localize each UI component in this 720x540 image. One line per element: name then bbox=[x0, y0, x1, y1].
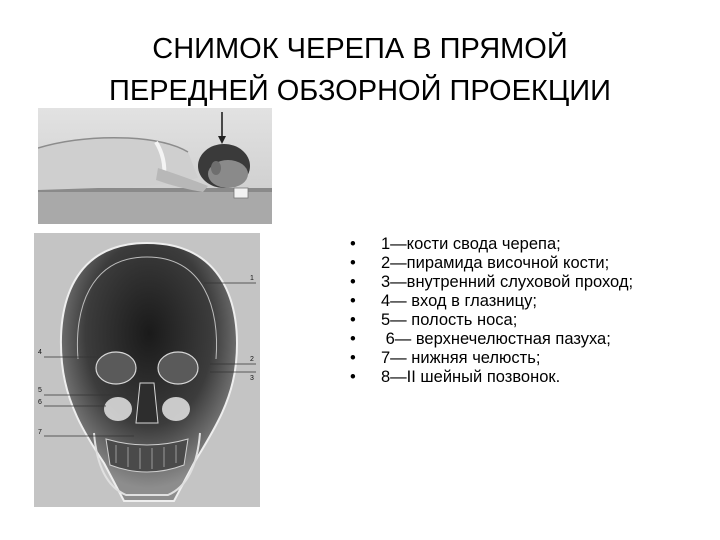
skull-xray-illustration bbox=[34, 233, 260, 507]
list-item: • 6— верхнечелюстная пазуха; bbox=[350, 330, 690, 349]
slide-title-line-2: ПЕРЕДНЕЙ ОБЗОРНОЙ ПРОЕКЦИИ bbox=[109, 75, 611, 107]
list-item: • 3—внутренний слуховой проход; bbox=[350, 273, 690, 292]
skull-xray-image bbox=[34, 233, 260, 507]
list-item: • 5— полость носа; bbox=[350, 311, 690, 330]
list-item: • 4— вход в глазницу; bbox=[350, 292, 690, 311]
xray-label-3: 3 bbox=[250, 375, 254, 382]
xray-label-6: 6 bbox=[38, 399, 42, 406]
xray-label-1: 1 bbox=[250, 275, 254, 282]
xray-label-4: 4 bbox=[38, 349, 42, 356]
xray-label-7: 7 bbox=[38, 429, 42, 436]
patient-position-photo bbox=[38, 108, 272, 224]
slide-title-line-1: СНИМОК ЧЕРЕПА В ПРЯМОЙ bbox=[152, 33, 568, 65]
patient-position-illustration bbox=[38, 108, 272, 224]
slide-title bbox=[0, 28, 720, 112]
list-item: • 2—пирамида височной кости; bbox=[350, 254, 690, 273]
list-item: • 1—кости свода черепа; bbox=[350, 235, 690, 254]
anatomy-legend-list bbox=[350, 235, 690, 387]
list-item: • 8—II шейный позвонок. bbox=[350, 368, 690, 387]
xray-label-2: 2 bbox=[250, 356, 254, 363]
xray-label-5: 5 bbox=[38, 387, 42, 394]
list-item: • 7— нижняя челюсть; bbox=[350, 349, 690, 368]
